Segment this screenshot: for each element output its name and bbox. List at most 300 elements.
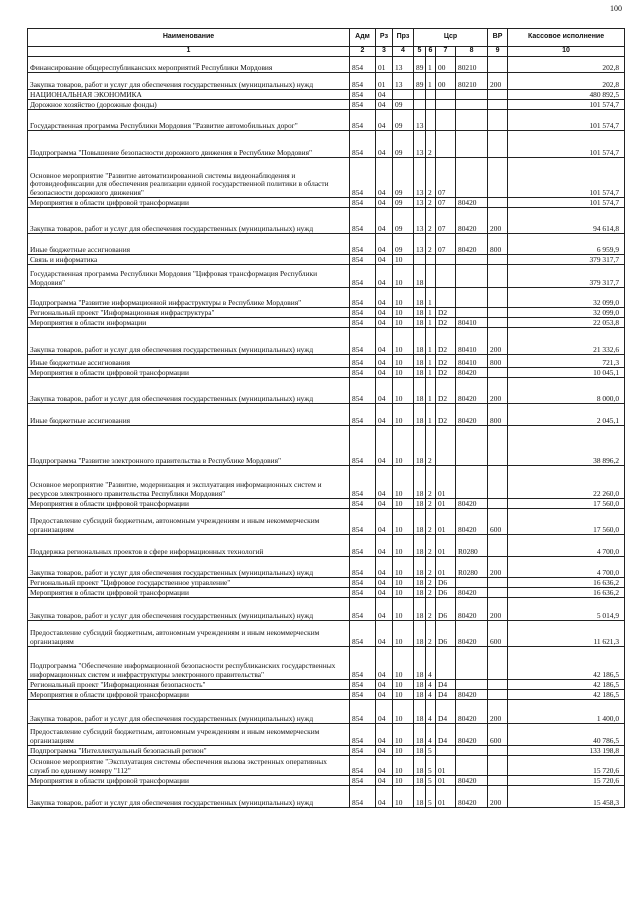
row-adm: 854	[350, 746, 376, 756]
col-number: 3	[376, 47, 393, 57]
row-vr: 800	[488, 355, 508, 368]
col-number: 8	[456, 47, 488, 57]
row-prz: 10	[393, 680, 414, 690]
table-row	[28, 588, 625, 598]
table-row	[28, 690, 625, 700]
row-vr	[488, 198, 508, 208]
row-csr-subprogram: 4	[426, 724, 436, 746]
row-csr-direction: 80420	[456, 724, 488, 746]
table-row	[28, 265, 625, 288]
row-prz: 10	[393, 588, 414, 598]
row-csr-event	[436, 255, 456, 265]
row-csr-direction: 80420	[456, 368, 488, 378]
row-csr-subprogram: 2	[426, 466, 436, 499]
table-row	[28, 621, 625, 647]
row-adm: 854	[350, 578, 376, 588]
row-amount: 480 892,5	[508, 90, 625, 100]
row-rz: 04	[376, 647, 393, 680]
row-rz: 04	[376, 404, 393, 426]
row-csr-direction: 80420	[456, 509, 488, 535]
row-csr-subprogram: 5	[426, 786, 436, 808]
row-amount: 1 400,0	[508, 700, 625, 724]
row-prz: 10	[393, 724, 414, 746]
table-row	[28, 466, 625, 499]
table-row	[28, 328, 625, 355]
row-csr-program: 13	[414, 234, 426, 255]
table-row	[28, 700, 625, 724]
row-adm: 854	[350, 509, 376, 535]
row-adm: 854	[350, 308, 376, 318]
row-name: Закупка товаров, работ и услуг для обеспечения государственных (муниципальных) нужд	[28, 73, 350, 90]
row-csr-program: 18	[414, 690, 426, 700]
row-amount: 94 614,8	[508, 208, 625, 234]
row-adm: 854	[350, 404, 376, 426]
row-prz: 10	[393, 355, 414, 368]
row-csr-subprogram: 4	[426, 647, 436, 680]
row-csr-direction	[456, 158, 488, 198]
row-amount: 10 045,1	[508, 368, 625, 378]
row-amount: 22 260,0	[508, 466, 625, 499]
row-vr	[488, 588, 508, 598]
row-csr-direction: 80420	[456, 588, 488, 598]
row-rz: 04	[376, 255, 393, 265]
row-csr-event: D2	[436, 355, 456, 368]
row-csr-subprogram: 1	[426, 57, 436, 73]
row-prz: 10	[393, 368, 414, 378]
row-rz: 04	[376, 368, 393, 378]
row-name: Мероприятия в области цифровой трансформации	[28, 588, 350, 598]
table-row	[28, 378, 625, 404]
row-rz: 04	[376, 308, 393, 318]
row-rz: 04	[376, 328, 393, 355]
row-vr	[488, 466, 508, 499]
row-adm: 854	[350, 776, 376, 786]
row-csr-direction: 80210	[456, 57, 488, 73]
table-row	[28, 234, 625, 255]
row-csr-program: 13	[414, 198, 426, 208]
row-adm: 854	[350, 700, 376, 724]
row-adm: 854	[350, 131, 376, 158]
row-csr-direction: 80420	[456, 234, 488, 255]
row-name: Основное мероприятие "Развитие автоматизированной системы видеонаблюдения и фотовидеофиксации для обеспечения реализации единой государственной политики в области безопасности дорожного движения"	[28, 158, 350, 198]
row-csr-subprogram: 2	[426, 234, 436, 255]
row-csr-event: D6	[436, 578, 456, 588]
row-adm: 854	[350, 756, 376, 776]
row-rz: 04	[376, 318, 393, 328]
row-adm: 854	[350, 288, 376, 308]
row-rz: 04	[376, 746, 393, 756]
row-csr-subprogram: 2	[426, 158, 436, 198]
row-csr-direction: R0280	[456, 557, 488, 578]
row-adm: 854	[350, 100, 376, 110]
row-name: Иные бюджетные ассигнования	[28, 355, 350, 368]
row-vr	[488, 578, 508, 588]
row-adm: 854	[350, 786, 376, 808]
row-csr-direction	[456, 131, 488, 158]
row-csr-event: D2	[436, 308, 456, 318]
row-rz: 04	[376, 690, 393, 700]
row-csr-subprogram	[426, 90, 436, 100]
row-rz: 04	[376, 588, 393, 598]
row-adm: 854	[350, 378, 376, 404]
row-csr-subprogram: 2	[426, 208, 436, 234]
row-name: Поддержка региональных проектов в сфере информационных технологий	[28, 535, 350, 557]
row-prz: 10	[393, 621, 414, 647]
row-prz: 09	[393, 110, 414, 131]
row-adm: 854	[350, 355, 376, 368]
row-vr: 200	[488, 700, 508, 724]
row-amount: 16 636,2	[508, 588, 625, 598]
row-vr: 200	[488, 378, 508, 404]
row-csr-program: 18	[414, 509, 426, 535]
row-csr-program: 13	[414, 158, 426, 198]
row-vr	[488, 647, 508, 680]
row-csr-program: 18	[414, 647, 426, 680]
row-csr-event: D2	[436, 328, 456, 355]
table-row	[28, 557, 625, 578]
row-csr-program: 18	[414, 328, 426, 355]
col-number: 9	[488, 47, 508, 57]
row-csr-subprogram: 1	[426, 73, 436, 90]
col-number: 1	[28, 47, 350, 57]
row-csr-event	[436, 90, 456, 100]
row-csr-direction	[456, 680, 488, 690]
table-row	[28, 746, 625, 756]
row-csr-program: 89	[414, 57, 426, 73]
row-vr: 200	[488, 208, 508, 234]
row-csr-direction	[456, 578, 488, 588]
row-csr-program: 18	[414, 776, 426, 786]
row-amount: 101 574,7	[508, 198, 625, 208]
row-csr-direction: 80420	[456, 690, 488, 700]
row-vr: 200	[488, 786, 508, 808]
row-csr-event: D6	[436, 598, 456, 621]
row-name: Связь и информатика	[28, 255, 350, 265]
row-csr-direction: 80420	[456, 499, 488, 509]
table-row	[28, 756, 625, 776]
row-prz	[393, 90, 414, 100]
row-csr-direction	[456, 288, 488, 308]
row-rz: 04	[376, 288, 393, 308]
row-adm: 854	[350, 234, 376, 255]
row-rz: 04	[376, 557, 393, 578]
row-rz: 04	[376, 466, 393, 499]
row-adm: 854	[350, 318, 376, 328]
table-row	[28, 110, 625, 131]
row-csr-direction: 80410	[456, 318, 488, 328]
row-prz: 10	[393, 690, 414, 700]
row-csr-direction	[456, 100, 488, 110]
table-row	[28, 509, 625, 535]
table-row	[28, 404, 625, 426]
row-csr-program: 18	[414, 700, 426, 724]
row-csr-subprogram: 4	[426, 700, 436, 724]
row-csr-event: D4	[436, 690, 456, 700]
row-csr-program: 18	[414, 621, 426, 647]
row-csr-direction: 80420	[456, 621, 488, 647]
table-row	[28, 158, 625, 198]
row-csr-direction: 80420	[456, 786, 488, 808]
row-csr-direction: 80210	[456, 73, 488, 90]
row-rz: 04	[376, 535, 393, 557]
row-amount: 11 621,3	[508, 621, 625, 647]
row-name: Мероприятия в области цифровой трансформации	[28, 368, 350, 378]
row-csr-subprogram: 1	[426, 328, 436, 355]
row-csr-event	[436, 288, 456, 308]
row-csr-direction	[456, 265, 488, 288]
row-name: НАЦИОНАЛЬНАЯ ЭКОНОМИКА	[28, 90, 350, 100]
row-amount: 16 636,2	[508, 578, 625, 588]
row-csr-event: D4	[436, 680, 456, 690]
row-csr-subprogram: 2	[426, 598, 436, 621]
row-adm: 854	[350, 680, 376, 690]
row-prz: 10	[393, 255, 414, 265]
row-prz: 09	[393, 234, 414, 255]
row-csr-direction	[456, 90, 488, 100]
table-row	[28, 680, 625, 690]
row-csr-subprogram: 2	[426, 198, 436, 208]
row-csr-direction: 80420	[456, 776, 488, 786]
row-vr: 800	[488, 404, 508, 426]
row-csr-subprogram: 2	[426, 499, 436, 509]
row-csr-event: D2	[436, 368, 456, 378]
row-amount: 42 186,5	[508, 647, 625, 680]
row-csr-direction: 80420	[456, 208, 488, 234]
row-prz: 09	[393, 131, 414, 158]
row-csr-program: 89	[414, 73, 426, 90]
row-vr	[488, 100, 508, 110]
row-name: Подпрограмма "Обеспечение информационной безопасности республиканских государственных информационных систем и инфраструктуры электронного правительства"	[28, 647, 350, 680]
row-csr-event: D6	[436, 621, 456, 647]
row-adm: 854	[350, 368, 376, 378]
row-adm: 854	[350, 647, 376, 680]
table-row	[28, 288, 625, 308]
row-vr	[488, 776, 508, 786]
row-amount: 379 317,7	[508, 265, 625, 288]
row-rz: 04	[376, 208, 393, 234]
row-rz: 04	[376, 131, 393, 158]
row-name: Закупка товаров, работ и услуг для обеспечения государственных (муниципальных) нужд	[28, 557, 350, 578]
row-csr-program: 18	[414, 786, 426, 808]
row-prz: 13	[393, 57, 414, 73]
col-header-vr: ВР	[488, 29, 508, 47]
row-csr-event: 07	[436, 158, 456, 198]
row-amount: 2 045,1	[508, 404, 625, 426]
header-row	[28, 29, 625, 47]
row-rz: 04	[376, 378, 393, 404]
row-name: Финансирование общереспубликанских мероприятий Республики Мордовия	[28, 57, 350, 73]
row-vr	[488, 690, 508, 700]
row-csr-event: 07	[436, 208, 456, 234]
row-adm: 854	[350, 208, 376, 234]
row-name: Закупка товаров, работ и услуг для обеспечения государственных (муниципальных) нужд	[28, 208, 350, 234]
row-rz: 04	[376, 680, 393, 690]
row-csr-event: 01	[436, 466, 456, 499]
row-adm: 854	[350, 158, 376, 198]
row-prz: 10	[393, 378, 414, 404]
table-row	[28, 499, 625, 509]
row-csr-direction	[456, 308, 488, 318]
table-row	[28, 208, 625, 234]
row-csr-program: 18	[414, 404, 426, 426]
row-prz: 10	[393, 288, 414, 308]
row-rz: 04	[376, 724, 393, 746]
row-csr-direction: 80410	[456, 355, 488, 368]
row-rz: 04	[376, 100, 393, 110]
col-number: 7	[436, 47, 456, 57]
row-rz: 04	[376, 499, 393, 509]
row-vr: 600	[488, 621, 508, 647]
col-number: 5	[414, 47, 426, 57]
row-csr-subprogram: 4	[426, 690, 436, 700]
row-amount: 15 720,6	[508, 776, 625, 786]
row-csr-program: 18	[414, 680, 426, 690]
row-csr-direction: 80420	[456, 700, 488, 724]
row-csr-direction	[456, 426, 488, 466]
col-number: 6	[426, 47, 436, 57]
row-amount: 17 560,0	[508, 499, 625, 509]
row-prz: 09	[393, 198, 414, 208]
row-adm: 854	[350, 621, 376, 647]
row-csr-subprogram	[426, 255, 436, 265]
row-name: Дорожное хозяйство (дорожные фонды)	[28, 100, 350, 110]
row-amount: 15 720,6	[508, 756, 625, 776]
row-rz: 04	[376, 578, 393, 588]
row-name: Мероприятия в области цифровой трансформации	[28, 776, 350, 786]
col-header-name: Наименование	[28, 29, 350, 47]
row-amount: 101 574,7	[508, 131, 625, 158]
row-adm: 854	[350, 588, 376, 598]
row-name: Закупка товаров, работ и услуг для обеспечения государственных (муниципальных) нужд	[28, 700, 350, 724]
row-amount: 32 099,0	[508, 308, 625, 318]
row-csr-direction: 80410	[456, 328, 488, 355]
col-header-prz: Прз	[393, 29, 414, 47]
row-csr-subprogram: 2	[426, 557, 436, 578]
row-amount: 379 317,7	[508, 255, 625, 265]
row-amount: 101 574,7	[508, 158, 625, 198]
row-csr-subprogram: 5	[426, 776, 436, 786]
row-csr-event	[436, 131, 456, 158]
row-name: Иные бюджетные ассигнования	[28, 404, 350, 426]
row-prz: 10	[393, 404, 414, 426]
row-adm: 854	[350, 110, 376, 131]
row-csr-program: 18	[414, 308, 426, 318]
row-prz: 10	[393, 700, 414, 724]
row-name: Основное мероприятие "Эксплуатация системы обеспечения вызова экстренных оперативных служб по единому номеру "112"	[28, 756, 350, 776]
table-row	[28, 426, 625, 466]
row-csr-program: 18	[414, 746, 426, 756]
row-csr-subprogram: 1	[426, 308, 436, 318]
row-csr-event: 07	[436, 198, 456, 208]
col-number: 10	[508, 47, 625, 57]
col-header-amount: Кассовое исполнение	[508, 29, 625, 47]
row-amount: 21 332,6	[508, 328, 625, 355]
row-amount: 4 700,0	[508, 535, 625, 557]
row-vr: 200	[488, 73, 508, 90]
row-prz: 10	[393, 598, 414, 621]
row-vr: 600	[488, 724, 508, 746]
row-name: Предоставление субсидий бюджетным, автономным учреждениям и иным некоммерческим организациям	[28, 621, 350, 647]
row-csr-event	[436, 426, 456, 466]
row-csr-event: 07	[436, 234, 456, 255]
table-row	[28, 90, 625, 100]
row-name: Иные бюджетные ассигнования	[28, 234, 350, 255]
row-amount: 42 186,5	[508, 680, 625, 690]
row-prz: 09	[393, 208, 414, 234]
row-prz: 13	[393, 73, 414, 90]
row-csr-program: 18	[414, 557, 426, 578]
row-prz: 10	[393, 265, 414, 288]
table-row	[28, 535, 625, 557]
row-csr-subprogram: 2	[426, 426, 436, 466]
row-prz: 09	[393, 158, 414, 198]
row-vr	[488, 288, 508, 308]
row-rz: 04	[376, 621, 393, 647]
row-adm: 854	[350, 328, 376, 355]
row-csr-direction	[456, 746, 488, 756]
row-rz: 04	[376, 776, 393, 786]
row-vr	[488, 131, 508, 158]
row-vr	[488, 90, 508, 100]
row-prz: 10	[393, 776, 414, 786]
row-name: Государственная программа Республики Мордовия "Цифровая трансформация Республики Мордовия"	[28, 265, 350, 288]
row-csr-event	[436, 110, 456, 131]
table-row	[28, 57, 625, 73]
row-rz: 04	[376, 265, 393, 288]
row-name: Региональный проект "Цифровое государственное управление"	[28, 578, 350, 588]
row-csr-direction: 80420	[456, 378, 488, 404]
row-csr-direction	[456, 647, 488, 680]
row-csr-program	[414, 90, 426, 100]
row-csr-subprogram	[426, 100, 436, 110]
row-rz: 04	[376, 700, 393, 724]
row-csr-program: 18	[414, 535, 426, 557]
row-csr-program: 18	[414, 588, 426, 598]
table-row	[28, 598, 625, 621]
row-vr	[488, 746, 508, 756]
row-csr-event	[436, 100, 456, 110]
row-csr-event: 00	[436, 57, 456, 73]
table-row	[28, 578, 625, 588]
row-vr	[488, 318, 508, 328]
row-prz: 10	[393, 647, 414, 680]
row-csr-program: 18	[414, 318, 426, 328]
row-csr-event: D4	[436, 724, 456, 746]
row-prz: 10	[393, 328, 414, 355]
row-name: Подпрограмма "Повышение безопасности дорожного движения в Республике Мордовия"	[28, 131, 350, 158]
row-csr-event	[436, 647, 456, 680]
row-name: Предоставление субсидий бюджетным, автономным учреждениям и иным некоммерческим организациям	[28, 509, 350, 535]
row-csr-event: D2	[436, 404, 456, 426]
row-csr-subprogram: 1	[426, 318, 436, 328]
row-rz: 01	[376, 73, 393, 90]
row-name: Мероприятия в области информации	[28, 318, 350, 328]
row-name: Предоставление субсидий бюджетным, автономным учреждениям и иным некоммерческим организациям	[28, 724, 350, 746]
row-name: Мероприятия в области цифровой трансформации	[28, 499, 350, 509]
row-vr: 600	[488, 509, 508, 535]
row-rz: 01	[376, 57, 393, 73]
row-csr-program: 13	[414, 131, 426, 158]
row-name: Основное мероприятие "Развитие, модернизация и эксплуатация информационных систем и ресурсов электронного правительства Республики Мордовия"	[28, 466, 350, 499]
row-csr-event: 01	[436, 535, 456, 557]
row-rz: 04	[376, 426, 393, 466]
row-csr-event: 01	[436, 786, 456, 808]
table-row	[28, 355, 625, 368]
row-csr-subprogram: 2	[426, 131, 436, 158]
row-adm: 854	[350, 724, 376, 746]
row-csr-subprogram: 1	[426, 355, 436, 368]
row-name: Закупка товаров, работ и услуг для обеспечения государственных (муниципальных) нужд	[28, 378, 350, 404]
